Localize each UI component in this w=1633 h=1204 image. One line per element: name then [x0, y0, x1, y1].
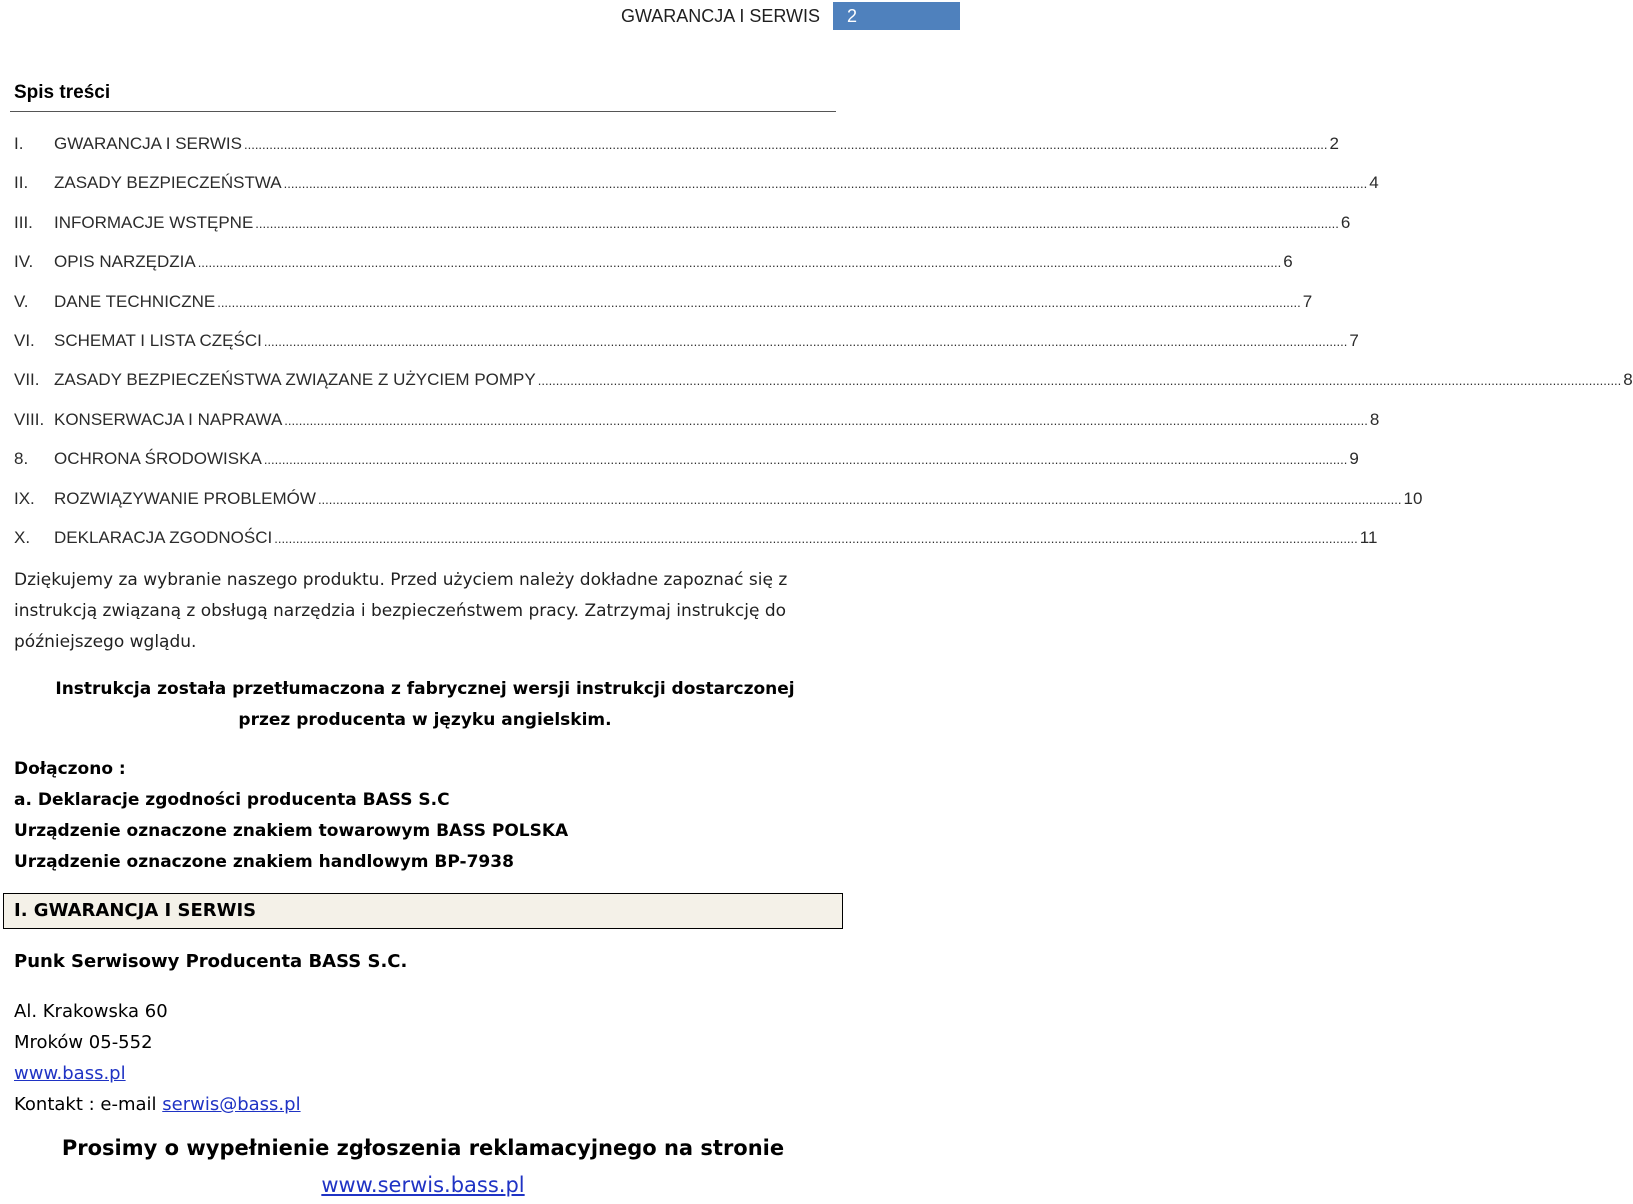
- toc-entry[interactable]: [14, 324, 1359, 363]
- toc-entry-number: VIII.: [14, 409, 45, 429]
- toc-entry[interactable]: [14, 482, 1423, 521]
- toc-entry-number: IV.: [14, 252, 34, 272]
- toc-dot-leader: ............................................................................................................................................................................................................................................................................................................: [284, 412, 1368, 428]
- footer-link[interactable]: www.serwis.bass.pl: [321, 1173, 525, 1197]
- toc-divider: [10, 111, 836, 112]
- toc-entry-page: 2: [1329, 134, 1339, 153]
- toc-entry-label: DEKLARACJA ZGODNOŚCI: [54, 527, 273, 547]
- toc-entry-number: I.: [14, 134, 24, 153]
- toc-entry[interactable]: [14, 403, 1380, 442]
- attachment-line: a. Deklaracje zgodności producenta BASS S.C: [14, 790, 450, 810]
- table-of-contents: [14, 127, 1633, 560]
- toc-entry[interactable]: [14, 166, 1379, 205]
- toc-dot-leader: ............................................................................................................................................................................................................................................................................................................: [255, 215, 1339, 231]
- toc-entry-label: OPIS NARZĘDZIA: [54, 252, 196, 272]
- toc-entry-number: II.: [14, 173, 29, 193]
- toc-entry-number: 8.: [14, 449, 29, 469]
- toc-entry-number: IX.: [14, 488, 35, 508]
- attachments-block: [14, 754, 568, 878]
- toc-entry[interactable]: [14, 442, 1359, 481]
- toc-dot-leader: ............................................................................................................................................................................................................................................................................................................: [263, 333, 1348, 349]
- toc-dot-leader: ............................................................................................................................................................................................................................................................................................................: [243, 137, 1328, 152]
- address-street: Al. Krakowska 60: [14, 1001, 168, 1022]
- toc-entry[interactable]: [14, 127, 1339, 166]
- toc-entry-label: OCHRONA ŚRODOWISKA: [54, 449, 262, 469]
- toc-entry[interactable]: [14, 206, 1351, 245]
- intro-paragraph: Dziękujemy za wybranie naszego produktu. Przed użyciem należy dokładne zapoznać się z instrukcją związaną z obsługą narzędzia i bezpieczeństwem pracy. Zatrzymaj instrukcję do późniejszego wglądu.: [14, 570, 788, 652]
- attachments-heading: Dołączono :: [14, 759, 126, 779]
- toc-heading: Spis treści: [14, 82, 111, 103]
- toc-entry-page: 6: [1340, 212, 1351, 232]
- toc-entry-page: 6: [1283, 252, 1293, 272]
- toc-entry-label: KONSERWACJA I NAPRAWA: [54, 409, 283, 429]
- toc-entry-page: 8: [1623, 370, 1633, 390]
- toc-entry-number: III.: [14, 212, 33, 232]
- service-title: Punk Serwisowy Producenta BASS S.C.: [14, 951, 408, 972]
- toc-entry-label: INFORMACJE WSTĘPNE: [54, 212, 254, 232]
- page-number-badge: 2: [833, 2, 960, 30]
- toc-dot-leader: ............................................................................................................................................................................................................................................................................................................: [274, 530, 1358, 546]
- toc-entry-page: 8: [1369, 409, 1380, 429]
- toc-entry-label: GWARANCJA I SERWIS: [54, 134, 242, 153]
- toc-entry[interactable]: [14, 363, 1633, 402]
- toc-entry-page: 9: [1349, 449, 1359, 469]
- contact-prefix: Kontakt : e-mail: [14, 1094, 163, 1115]
- service-address: [14, 996, 301, 1120]
- section-heading-box: I. GWARANCJA I SERWIS: [3, 893, 843, 929]
- toc-entry[interactable]: [14, 245, 1293, 284]
- toc-entry-label: ZASADY BEZPIECZEŃSTWA ZWIĄZANE Z UŻYCIEM POMPY: [54, 370, 536, 390]
- address-city: Mroków 05-552: [14, 1032, 153, 1053]
- toc-entry-label: ROZWIĄZYWANIE PROBLEMÓW: [54, 488, 316, 508]
- email-link[interactable]: serwis@bass.pl: [162, 1094, 301, 1115]
- toc-dot-leader: ............................................................................................................................................................................................................................................................................................................: [283, 176, 1368, 192]
- translation-note: Instrukcja została przetłumaczona z fabrycznej wersji instrukcji dostarczonej przez producenta w języku angielskim.: [55, 679, 795, 730]
- attachment-line: Urządzenie oznaczone znakiem towarowym BASS POLSKA: [14, 821, 569, 841]
- toc-dot-leader: ............................................................................................................................................................................................................................................................................................................: [217, 294, 1301, 310]
- toc-dot-leader: ............................................................................................................................................................................................................................................................................................................: [197, 255, 1282, 271]
- header-title: GWARANCJA I SERWIS: [620, 6, 820, 26]
- toc-entry-page: 7: [1349, 330, 1359, 350]
- toc-entry-page: 10: [1403, 488, 1423, 508]
- toc-entry-number: VI.: [14, 330, 35, 350]
- toc-entry-page: 7: [1302, 291, 1313, 311]
- contact-line: [14, 1089, 301, 1120]
- footer-note: [20, 1130, 826, 1204]
- toc-entry-page: 4: [1369, 173, 1379, 193]
- toc-entry-label: ZASADY BEZPIECZEŃSTWA: [54, 173, 282, 193]
- toc-dot-leader: ............................................................................................................................................................................................................................................................................................................: [317, 491, 1402, 507]
- attachment-line: Urządzenie oznaczone znakiem handlowym BP-7938: [14, 852, 514, 872]
- toc-entry-label: SCHEMAT I LISTA CZĘŚCI: [54, 330, 262, 350]
- toc-entry[interactable]: [14, 521, 1378, 560]
- website-link[interactable]: www.bass.pl: [14, 1063, 126, 1084]
- toc-entry-number: X.: [14, 527, 31, 547]
- toc-dot-leader: ............................................................................................................................................................................................................................................................................................................: [263, 452, 1348, 468]
- toc-dot-leader: ............................................................................................................................................................................................................................................................................................................: [537, 373, 1622, 389]
- toc-entry-page: 11: [1359, 527, 1378, 547]
- toc-entry[interactable]: [14, 285, 1313, 324]
- toc-entry-number: V.: [14, 291, 29, 311]
- toc-entry-number: VII.: [14, 370, 40, 390]
- toc-entry-label: DANE TECHNICZNE: [54, 291, 216, 311]
- footer-text: Prosimy o wypełnienie zgłoszenia reklamacyjnego na stronie: [61, 1136, 785, 1160]
